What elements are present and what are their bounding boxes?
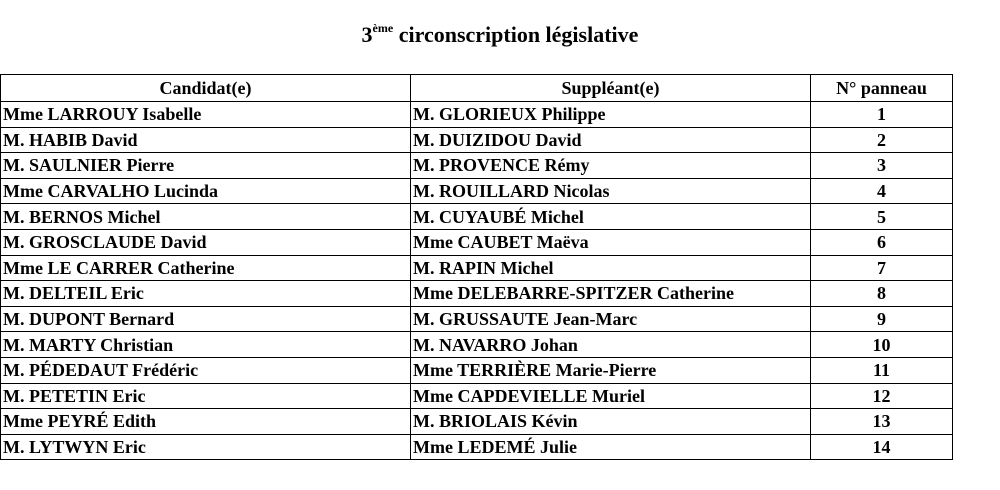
panel-number-cell: 5 <box>811 204 953 230</box>
candidate-cell: M. LYTWYN Eric <box>1 434 411 460</box>
panel-number-cell: 1 <box>811 102 953 128</box>
panel-number-cell: 10 <box>811 332 953 358</box>
header-panel-number: N° panneau <box>811 75 953 102</box>
table-row <box>1 409 953 435</box>
table-row <box>1 332 953 358</box>
panel-number-cell: 9 <box>811 306 953 332</box>
substitute-cell: Mme CAUBET Maëva <box>411 229 811 255</box>
substitute-cell: M. CUYAUBÉ Michel <box>411 204 811 230</box>
header-substitute: Suppléant(e) <box>411 75 811 102</box>
panel-number-cell: 8 <box>811 281 953 307</box>
title-ordinal-suffix: ème <box>372 21 394 35</box>
candidate-cell: M. DUPONT Bernard <box>1 306 411 332</box>
table-row <box>1 306 953 332</box>
substitute-cell: M. DUIZIDOU David <box>411 127 811 153</box>
table-row <box>1 178 953 204</box>
panel-number-cell: 11 <box>811 357 953 383</box>
substitute-cell: M. RAPIN Michel <box>411 255 811 281</box>
page-title <box>0 14 1000 49</box>
panel-number-cell: 14 <box>811 434 953 460</box>
panel-number-cell: 12 <box>811 383 953 409</box>
candidate-cell: M. SAULNIER Pierre <box>1 153 411 179</box>
title-text: circonscription législative <box>393 22 639 47</box>
substitute-cell: M. NAVARRO Johan <box>411 332 811 358</box>
candidate-cell: M. MARTY Christian <box>1 332 411 358</box>
substitute-cell: M. GLORIEUX Philippe <box>411 102 811 128</box>
substitute-cell: Mme DELEBARRE-SPITZER Catherine <box>411 281 811 307</box>
table-row <box>1 102 953 128</box>
table-row <box>1 434 953 460</box>
table-body <box>1 102 953 460</box>
candidate-cell: M. PETETIN Eric <box>1 383 411 409</box>
table-row <box>1 281 953 307</box>
panel-number-cell: 3 <box>811 153 953 179</box>
candidate-cell: M. HABIB David <box>1 127 411 153</box>
panel-number-cell: 6 <box>811 229 953 255</box>
table-row <box>1 255 953 281</box>
candidate-cell: M. DELTEIL Eric <box>1 281 411 307</box>
table-row <box>1 383 953 409</box>
candidate-cell: Mme CARVALHO Lucinda <box>1 178 411 204</box>
substitute-cell: Mme CAPDEVIELLE Muriel <box>411 383 811 409</box>
substitute-cell: Mme LEDEMÉ Julie <box>411 434 811 460</box>
substitute-cell: M. ROUILLARD Nicolas <box>411 178 811 204</box>
title-number: 3 <box>361 22 373 47</box>
candidate-cell: Mme PEYRÉ Edith <box>1 409 411 435</box>
table-row <box>1 204 953 230</box>
candidates-table <box>0 74 953 460</box>
panel-number-cell: 7 <box>811 255 953 281</box>
candidate-cell: M. BERNOS Michel <box>1 204 411 230</box>
substitute-cell: Mme TERRIÈRE Marie-Pierre <box>411 357 811 383</box>
candidate-cell: Mme LARROUY Isabelle <box>1 102 411 128</box>
table-row <box>1 229 953 255</box>
panel-number-cell: 13 <box>811 409 953 435</box>
substitute-cell: M. GRUSSAUTE Jean-Marc <box>411 306 811 332</box>
table-header-row <box>1 75 953 102</box>
table-row <box>1 127 953 153</box>
panel-number-cell: 4 <box>811 178 953 204</box>
candidate-cell: Mme LE CARRER Catherine <box>1 255 411 281</box>
panel-number-cell: 2 <box>811 127 953 153</box>
substitute-cell: M. BRIOLAIS Kévin <box>411 409 811 435</box>
candidate-cell: M. GROSCLAUDE David <box>1 229 411 255</box>
table-row <box>1 153 953 179</box>
header-candidate: Candidat(e) <box>1 75 411 102</box>
substitute-cell: M. PROVENCE Rémy <box>411 153 811 179</box>
table-row <box>1 357 953 383</box>
candidate-cell: M. PÉDEDAUT Frédéric <box>1 357 411 383</box>
